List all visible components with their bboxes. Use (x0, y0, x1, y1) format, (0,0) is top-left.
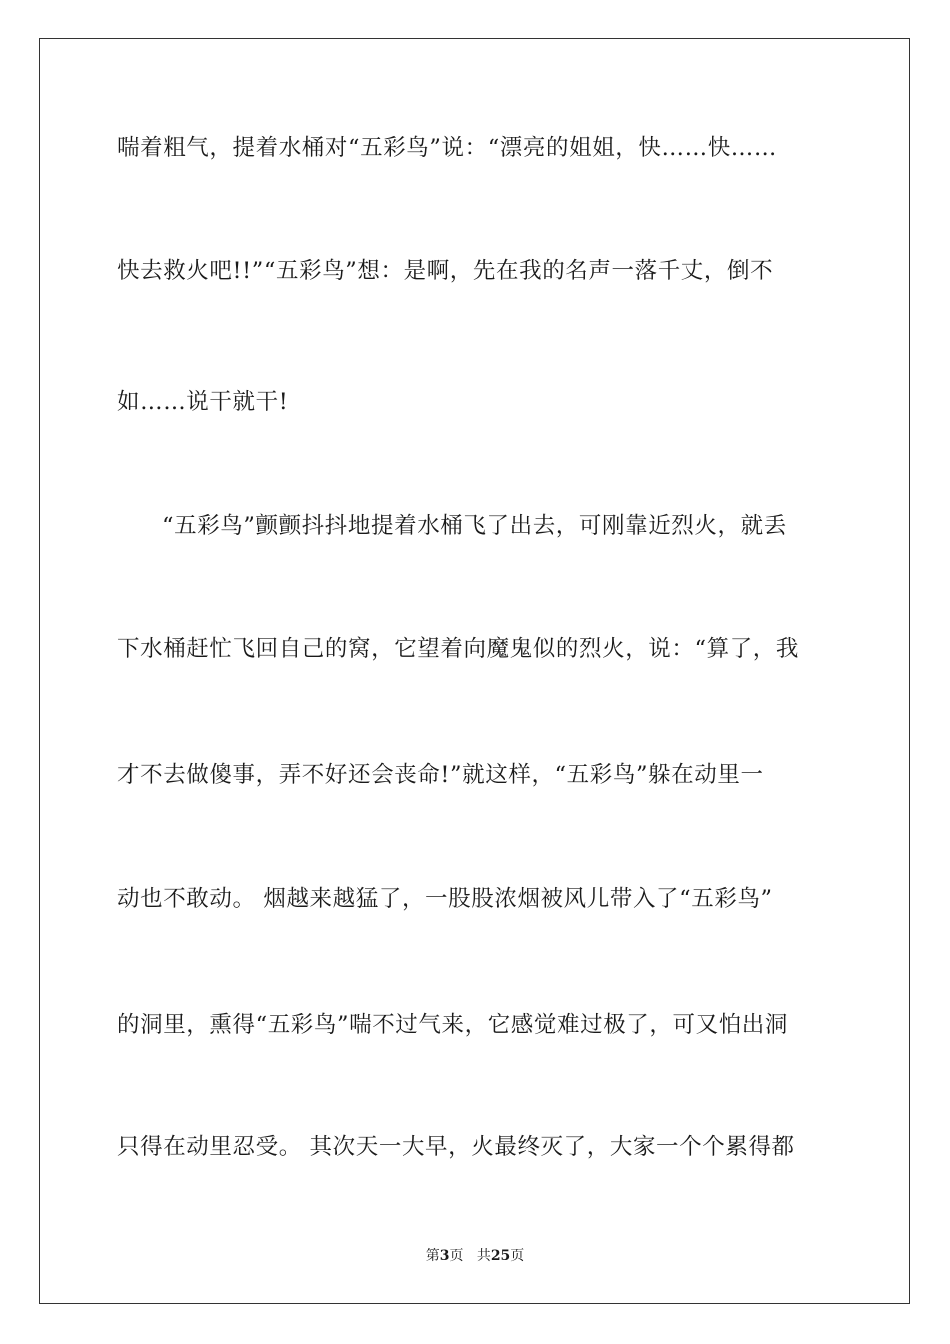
total-suffix: 页 (510, 1248, 525, 1264)
page-footer (0, 1246, 950, 1266)
page-border (39, 38, 910, 1304)
body-line-8: 的洞里，熏得“五彩鸟”喘不过气来，它感觉难过极了，可又怕出洞 (117, 1012, 789, 1038)
body-line-2: 快去救火吧!!”“五彩鸟”想：是啊，先在我的名声一落千丈，倒不 (117, 258, 774, 284)
body-line-6: 才不去做傻事，弄不好还会丧命!”就这样，“五彩鸟”躲在动里一 (117, 762, 764, 788)
page-suffix: 页 (449, 1248, 464, 1264)
page-number: 3 (439, 1248, 450, 1264)
body-line-7: 动也不敢动。 烟越来越猛了，一股股浓烟被风儿带入了“五彩鸟” (117, 886, 773, 912)
body-line-5: 下水桶赶忙飞回自己的窝，它望着向魔鬼似的烈火，说：“算了，我 (117, 636, 800, 662)
total-pages: 25 (490, 1248, 511, 1264)
body-line-1: 喘着粗气，提着水桶对“五彩鸟”说：“漂亮的姐姐，快……快…… (117, 135, 778, 161)
page-prefix: 第 (425, 1248, 440, 1264)
body-line-3: 如……说干就干! (117, 389, 289, 415)
body-line-9: 只得在动里忍受。 其次天一大早，火最终灭了，大家一个个累得都 (117, 1134, 795, 1160)
body-line-4: “五彩鸟”颤颤抖抖地提着水桶飞了出去，可刚靠近烈火，就丢 (162, 513, 787, 539)
total-prefix: 共 (476, 1248, 491, 1264)
